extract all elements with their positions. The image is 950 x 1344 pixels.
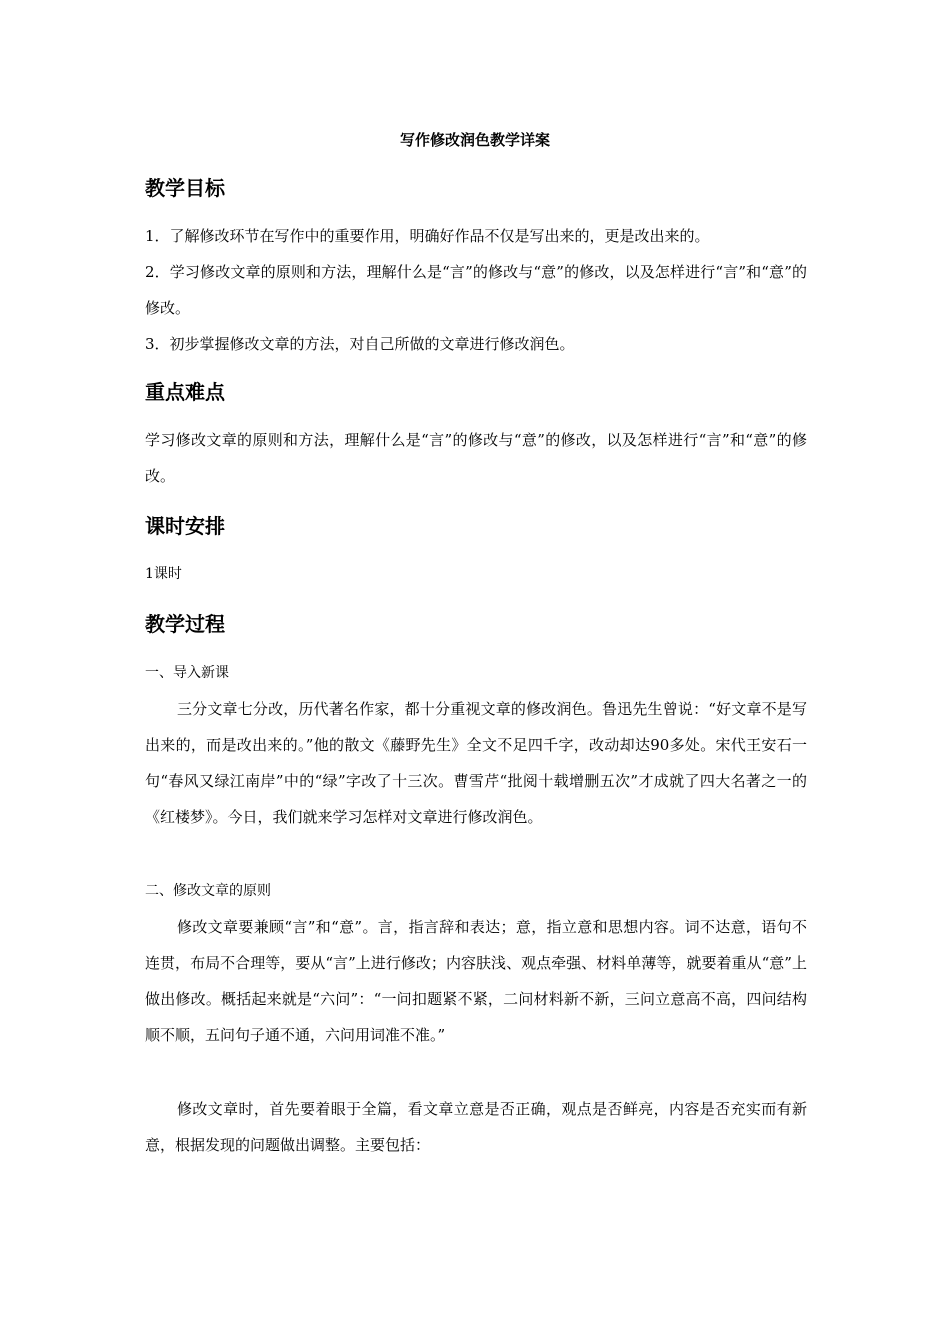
objective-item-1: 1．了解修改环节在写作中的重要作用，明确好作品不仅是写出来的，更是改出来的。 (145, 227, 710, 245)
process-part1-text: 三分文章七分改，历代著名作家，都十分重视文章的修改润色。鲁迅先生曾说：“好文章不是写出来的，而是改出来的。”他的散文《藤野先生》全文不足四千字，改动却达90多处。宋代王安石一句“春风又绿江南岸”中的“绿”字改了十三次。曹雪芹“批阅十载增删五次”才成就了四大名著之一的《红楼梦》。今日，我们就来学习怎样对文章进行修改润色。 (145, 700, 807, 826)
heading-process: 教学过程 (145, 612, 225, 636)
process-part2-title: 二、修改文章的原则 (145, 883, 271, 899)
key-points-text: 学习修改文章的原则和方法，理解什么是“言”的修改与“意”的修改，以及怎样进行“言”和“意”的修改。 (145, 431, 807, 485)
heading-objectives: 教学目标 (145, 176, 225, 200)
process-part2-text-2: 修改文章时，首先要着眼于全篇，看文章立意是否正确，观点是否鲜亮，内容是否充实而有新意，根据发现的问题做出调整。主要包括： (145, 1100, 807, 1154)
schedule-text: 1课时 (145, 566, 182, 582)
process-part2-text-1: 修改文章要兼顾“言”和“意”。言，指言辞和表达；意，指立意和思想内容。词不达意，语句不连贯，布局不合理等，要从“言”上进行修改；内容肤浅、观点牵强、材料单薄等，就要着重从“意”上做出修改。概括起来就是“六问”：“一问扣题紧不紧，二问材料新不新，三问立意高不高，四问结构顺不顺，五问句子通不通，六问用词准不准。” (145, 918, 807, 1044)
document-title: 写作修改润色教学详案 (399, 131, 550, 149)
process-part1-title: 一、导入新课 (145, 665, 229, 681)
objective-item-2: 2．学习修改文章的原则和方法，理解什么是“言”的修改与“意”的修改，以及怎样进行“言”和“意”的修改。 (145, 263, 807, 317)
objective-item-3: 3．初步掌握修改文章的方法，对自己所做的文章进行修改润色。 (145, 335, 575, 353)
heading-schedule: 课时安排 (145, 514, 225, 538)
heading-key-points: 重点难点 (145, 380, 225, 404)
